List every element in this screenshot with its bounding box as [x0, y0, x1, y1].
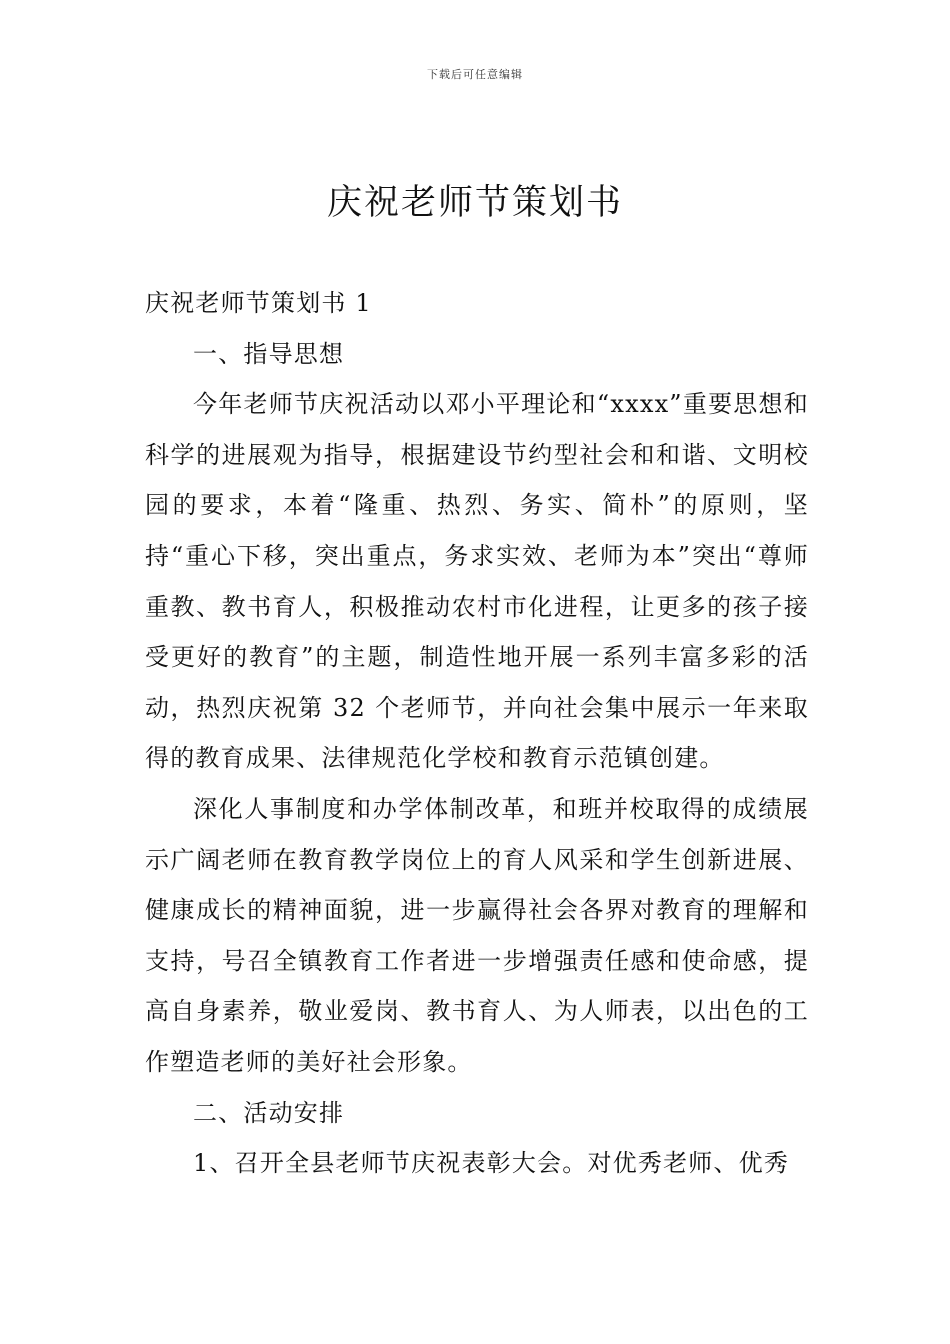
header-note: 下载后可任意编辑	[427, 68, 523, 81]
heading-guiding-ideology: 一、指导思想	[193, 339, 345, 368]
paragraph-guiding-ideology: 今年老师节庆祝活动以邓小平理论和“xxxx”重要思想和科学的进展观为指导，根据建设节约型社会和和谐、文明校园的要求，本着“隆重、热烈、务实、简朴”的原则，坚持“重心下移，突出重点，务求实效、老师为本”突出“尊师重教、教书育人，积极推动农村市化进程，让更多的孩子接受更好的教育”的主题，制造性地开展一系列丰富多彩的活动，热烈庆祝第 32 个老师节，并向社会集中展示一年来取得的教育成果、法律规范化学校和教育示范镇创建。	[145, 390, 809, 773]
paragraph-reform: 深化人事制度和办学体制改革，和班并校取得的成绩展示广阔老师在教育教学岗位上的育人风采和学生创新进展、健康成长的精神面貌，进一步赢得社会各界对教育的理解和支持，号召全镇教育工作者进一步增强责任感和使命感，提高自身素养，敬业爱岗、教书育人、为人师表，以出色的工作塑造老师的美好社会形象。	[145, 794, 809, 1076]
heading-activity-arrangement: 二、活动安排	[193, 1098, 345, 1127]
document-title: 庆祝老师节策划书	[326, 183, 623, 223]
paragraph-activity-1: 1、召开全县老师节庆祝表彰大会。对优秀老师、优秀	[193, 1149, 790, 1178]
section-title: 庆祝老师节策划书 1	[145, 289, 372, 317]
document-body	[145, 278, 809, 1189]
